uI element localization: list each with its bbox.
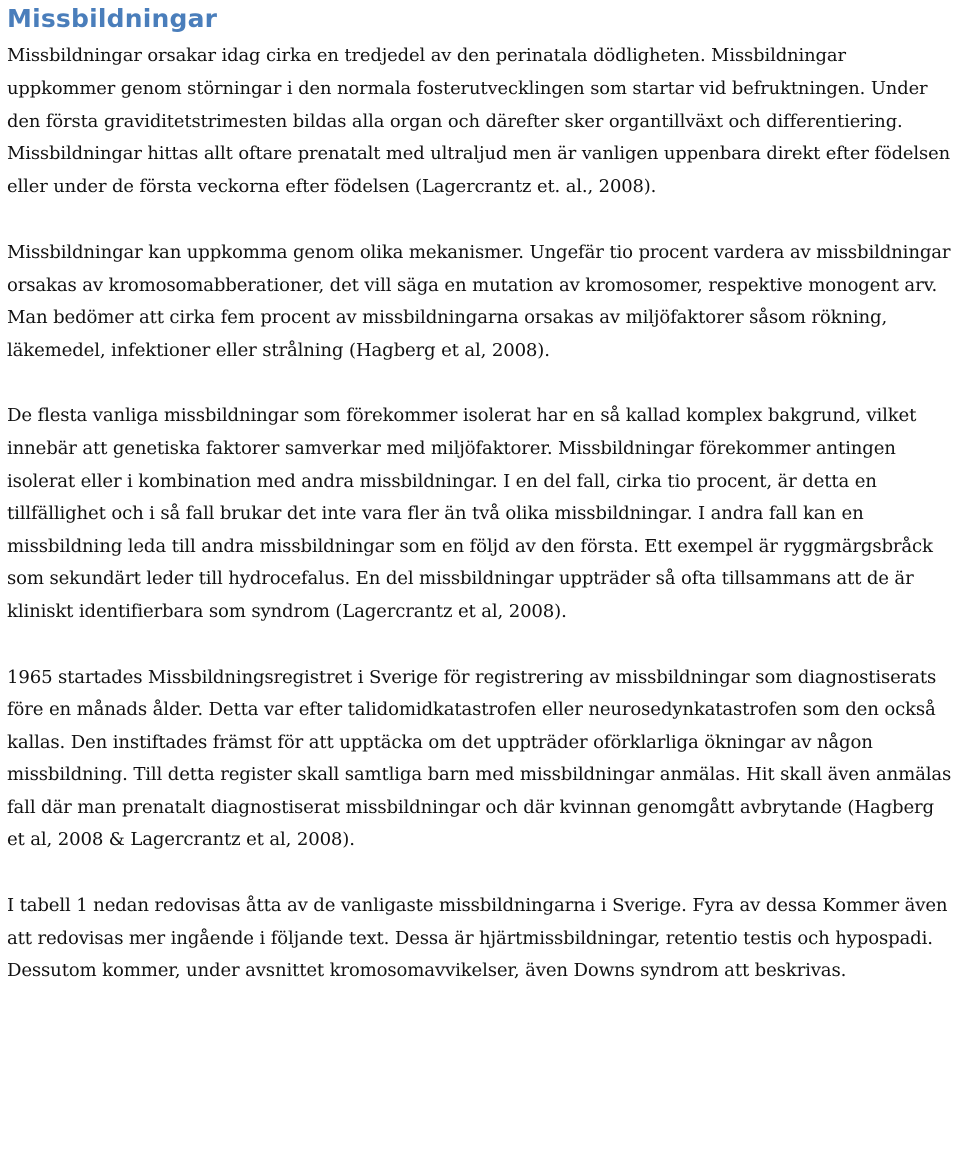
document-page (7, 0, 957, 988)
paragraph-mechanisms: Missbildningar kan uppkomma genom olika mekanismer. Ungefär tio procent vardera av missbildningar orsakas av kromosomabberationer, det vill säga en mutation av kromosomer, respektive monogent arv. Man bedömer att cirka fem procent av missbildningarna orsakas av miljöfaktorer såsom rökning, läkemedel, infektioner eller strålning (Hagberg et al, 2008). (7, 241, 951, 361)
section-heading: Missbildningar (7, 4, 218, 33)
paragraph-registry: 1965 startades Missbildningsregistret i Sverige för registrering av missbildningar som diagnostiserats före en månads ålder. Detta var efter talidomidkatastrofen eller neurosedynkatastrofen som den också kallas. Den instiftades främst för att upptäcka om det uppträder oförklarliga ökningar av någon missbildning. Till detta register skall samtliga barn med missbildningar anmälas. Hit skall även anmälas fall där man prenatalt diagnostiserat missbildningar och där kvinnan genomgått avbrytande (Hagberg et al, 2008 & Lagercrantz et al, 2008). (7, 666, 952, 851)
paragraph-table-intro: I tabell 1 nedan redovisas åtta av de vanligaste missbildningarna i Sverige. Fyra av dessa Kommer även att redovisas mer ingående i följande text. Dessa är hjärtmissbildningar, retentio testis och hypospadi. Dessutom kommer, under avsnittet kromosomavvikelser, även Downs syndrom att beskrivas. (7, 895, 948, 982)
paragraph-complex-background: De flesta vanliga missbildningar som förekommer isolerat har en så kallad komplex bakgrund, vilket innebär att genetiska faktorer samverkar med miljöfaktorer. Missbildningar förekommer antingen isolerat eller i kombination med andra missbildningar. I en del fall, cirka tio procent, är detta en tillfällighet och i så fall brukar det inte vara fler än två olika missbildningar. I andra fall kan en missbildning leda till andra missbildningar som en följd av den första. Ett exempel är ryggmärgsbråck som sekundärt leder till hydrocefalus. En del missbildningar uppträder så ofta tillsammans att de är kliniskt identifierbara som syndrom (Lagercrantz et al, 2008). (7, 405, 933, 622)
paragraph-perinatal-mortality: Missbildningar orsakar idag cirka en tredjedel av den perinatala dödligheten. Missbildningar uppkommer genom störningar i den normala fosterutvecklingen som startar vid befruktningen. Under den första graviditetstrimesten bildas alla organ och därefter sker organtillväxt och differentiering. Missbildningar hittas allt oftare prenatalt med ultraljud men är vanligen uppenbara direkt efter födelsen eller under de första veckorna efter födelsen (Lagercrantz et. al., 2008). (7, 45, 951, 198)
